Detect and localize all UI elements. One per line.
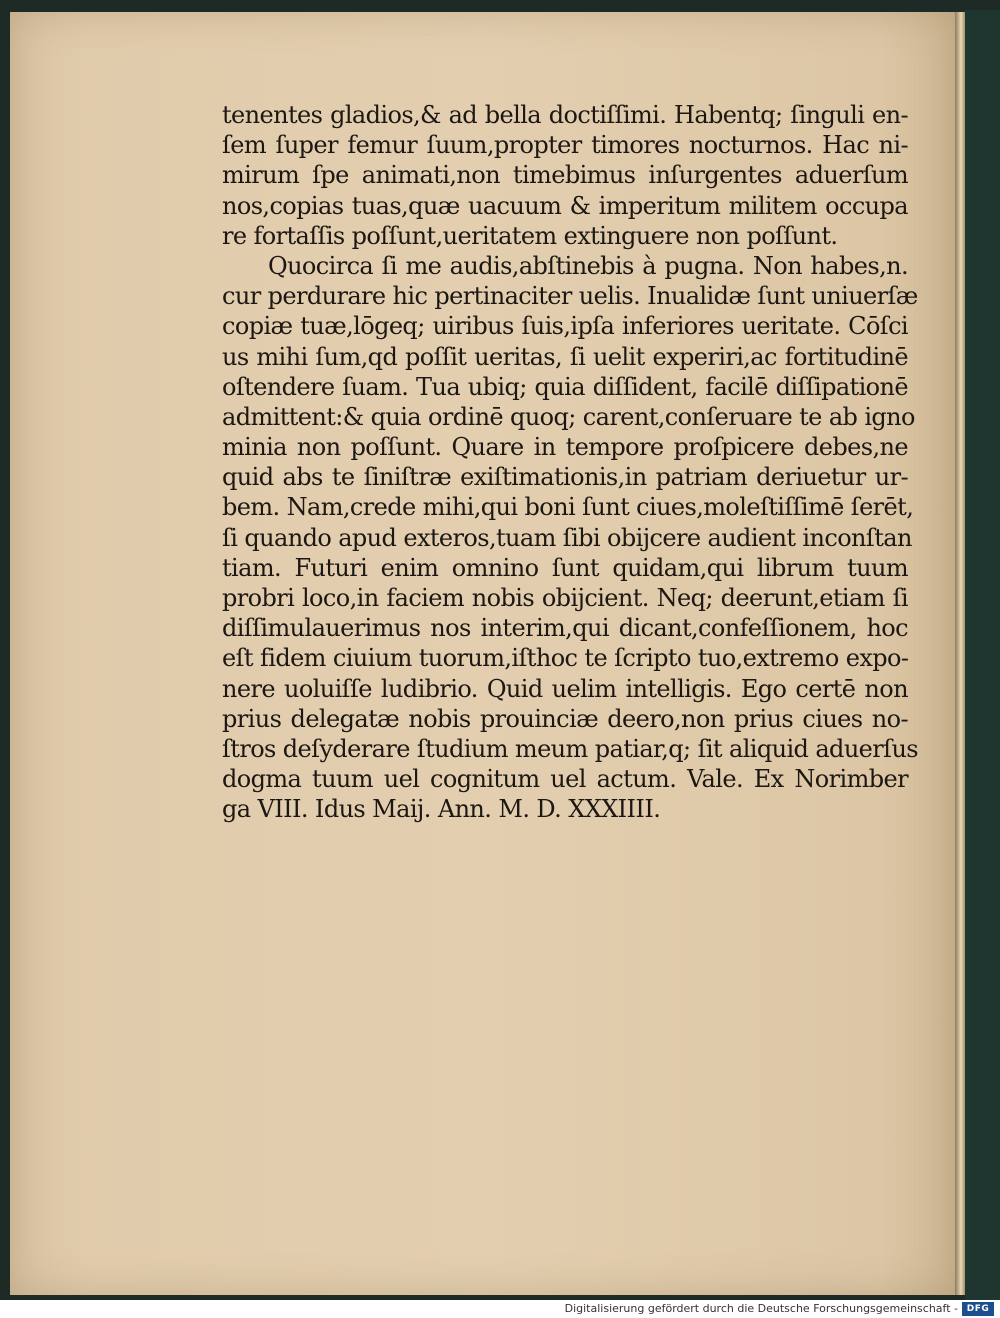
text-line: dogma tuum uel cognitum uel actum. Vale. Ex Norimber xyxy=(222,765,908,794)
text-line: probri loco,in faciem nobis obijcient. Neq; deerunt,etiam ſi xyxy=(222,584,908,612)
text-line: diſſimulauerimus nos interim,qui dicant,confeſſionem, hoc xyxy=(222,614,908,643)
text-line: tenentes gladios,& ad bella doctiſſimi. Habentq; ſinguli en- xyxy=(222,101,908,129)
dfg-logo: DFG xyxy=(962,1302,994,1316)
text-line: ga VIII. Idus Maij. Ann. M. D. XXXIIII. xyxy=(222,795,661,824)
text-line: Quocirca ſi me audis,abſtinebis à pugna. Non habes,n. xyxy=(268,251,908,280)
binding-edge xyxy=(965,10,1000,1300)
text-line: prius delegatæ nobis prouinciæ deero,non prius ciues no- xyxy=(222,704,908,733)
text-line: ſtros deſyderare ſtudium meum patiar,q; ſit aliquid aduerſus xyxy=(222,734,919,763)
text-line: minia non poſſunt. Quare in tempore proſpicere debes,ne xyxy=(222,433,908,462)
page-text xyxy=(222,100,919,825)
text-line: ſi quando apud exteros,tuam ſibi obijcere audient inconſtan xyxy=(222,523,912,552)
text-line: quid abs te ſiniſtræ exiſtimationis,in patriam deriuetur ur- xyxy=(222,463,908,492)
page-fold xyxy=(955,12,965,1295)
text-line: bem. Nam,crede mihi,qui boni ſunt ciues,moleſtiſſimē ſerēt, xyxy=(222,493,914,522)
text-line: nere uoluiſſe ludibrio. Quid uelim intelligis. Ego certē non xyxy=(222,674,908,703)
footer-credit: Digitalisierung gefördert durch die Deutsche Forschungsgemeinschaft - xyxy=(564,1302,958,1315)
text-line: nos,copias tuas,quæ uacuum & imperitum militem occupa xyxy=(222,191,908,220)
text-line: copiæ tuæ,lōgeq; uiribus ſuis,ipſa inferiores ueritate. Cōſci xyxy=(222,312,908,341)
text-line: eſt fidem ciuium tuorum,iſthoc te ſcripto tuo,extremo expo- xyxy=(222,644,909,673)
text-line: mirum ſpe animati,non timebimus inſurgentes aduerſum xyxy=(222,161,908,190)
text-line: oſtendere ſuam. Tua ubiq; quia diſſident, facilē diſſipationē xyxy=(222,372,908,401)
text-line: us mihi ſum,qd poſſit ueritas, ſi uelit experiri,ac fortitudinē xyxy=(222,342,908,371)
text-line: re fortaſſis poſſunt,ueritatem extinguere non poſſunt. xyxy=(222,221,838,250)
digitization-footer xyxy=(0,1300,1000,1318)
text-line: cur perdurare hic pertinaciter uelis. Inualidæ ſunt uniuerſæ xyxy=(222,282,918,311)
text-line: tiam. Futuri enim omnino ſunt quidam,qui librum tuum xyxy=(222,553,908,582)
text-line: ſem ſuper femur ſuum,propter timores nocturnos. Hac ni- xyxy=(222,131,908,160)
text-line: admittent:& quia ordinē quoq; carent,conſeruare te ab igno xyxy=(222,402,915,431)
